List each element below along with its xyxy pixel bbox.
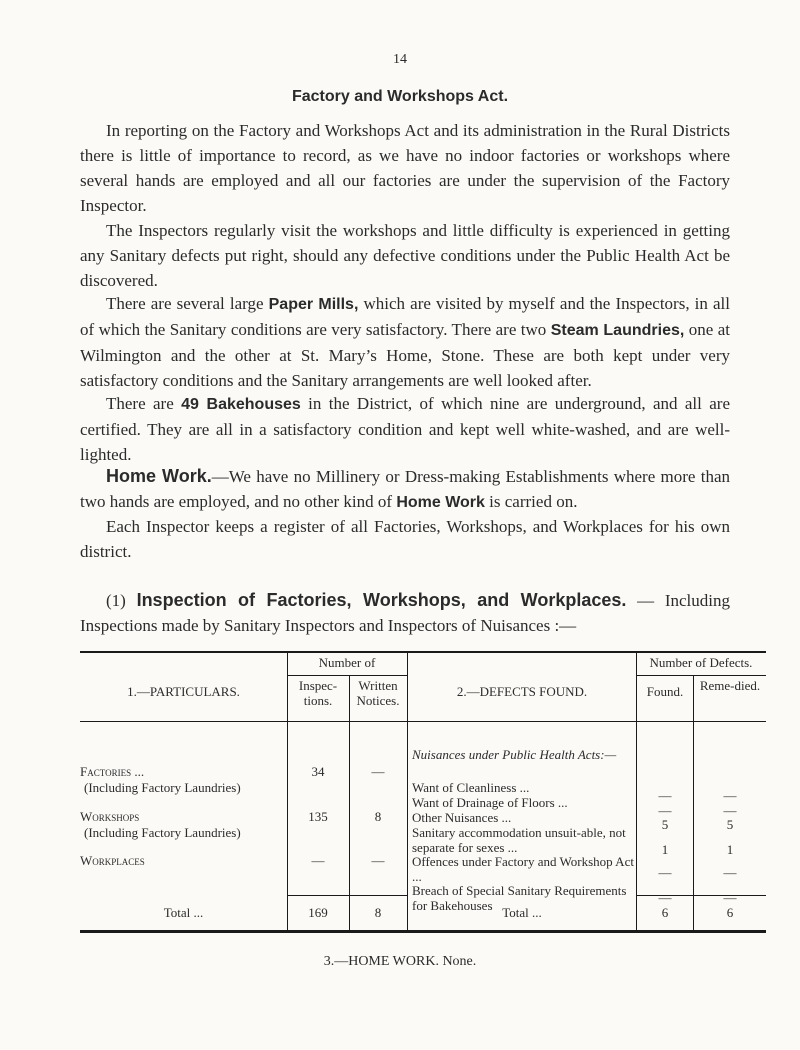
particulars-workshops: Workshops <box>80 809 140 824</box>
total-defects-label: Total ... <box>502 905 542 920</box>
found-drainage: — <box>658 803 672 818</box>
remedied-bakehouses: — <box>723 890 737 905</box>
defect-offences-factory-act: Offences under Factory and Workshop Act ... <box>412 854 634 884</box>
page-heading: Factory and Workshops Act. <box>291 88 509 105</box>
defect-breach-bakehouses: Breach of Special Sanitary Requirements for Bakehouses <box>412 883 627 913</box>
header-particulars: 1.—PARTICULARS. <box>127 684 240 699</box>
total-found: 6 <box>661 905 669 920</box>
particulars-workshops-sub: (Including Factory Laundries) <box>84 825 241 840</box>
workplaces-notices: — <box>371 853 385 868</box>
defect-sanitary-accommodation: Sanitary accommodation unsuit-able, not separate for sexes ... <box>412 825 626 855</box>
workshops-inspections: 135 <box>308 809 328 824</box>
paragraph-6: Each Inspector keeps a register of all Factories, Workshops, and Workplaces for his own district. <box>80 517 730 561</box>
paragraph-1: In reporting on the Factory and Workshops Act and its administration in the Rural Districts there is little of importance to record, as we have no indoor factories or workshops where several hands are employed and all our factories are under the supervision of the Factory Inspector. <box>80 121 730 215</box>
found-sanitary: 1 <box>661 842 669 857</box>
home-work-note: 3.—HOME WORK. None. <box>323 954 477 969</box>
found-offences: — <box>658 865 672 880</box>
workplaces-inspections: — <box>311 853 325 868</box>
header-remedied: Reme-died. <box>699 678 761 693</box>
found-other-nuisances: 5 <box>661 817 669 832</box>
remedied-offences: — <box>723 865 737 880</box>
particulars-factories-sub: (Including Factory Laundries) <box>84 780 241 795</box>
remedied-drainage: — <box>723 803 737 818</box>
header-number-of: Number of <box>318 655 376 670</box>
page-number: 14 <box>393 52 407 67</box>
defect-other-nuisances: Other Nuisances ... <box>412 810 512 825</box>
factories-notices: — <box>371 764 385 779</box>
header-written-notices: Written Notices. <box>356 678 400 708</box>
particulars-workplaces: Workplaces <box>80 853 145 868</box>
remedied-cleanliness: — <box>723 788 737 803</box>
defect-cleanliness: Want of Cleanliness ... <box>412 780 530 795</box>
paragraph-3: There are several large Paper Mills, which are visited by myself and the Inspectors, in all of which the Sanitary conditions are very satisfactory. There are two Steam Laundries, one at Wilmington and the other at St. Mary’s Home, Stone. These are both kept under very satisfactory conditions and the Sanitary arrangements are well looked after. <box>80 294 731 390</box>
factories-inspections: 34 <box>311 764 325 779</box>
found-cleanliness: — <box>658 788 672 803</box>
defect-drainage: Want of Drainage of Floors ... <box>412 795 568 810</box>
header-found: Found. <box>646 684 684 699</box>
total-remedied: 6 <box>726 905 734 920</box>
header-defects-found: 2.—DEFECTS FOUND. <box>456 684 588 699</box>
header-number-of-defects: Number of Defects. <box>649 655 753 670</box>
found-bakehouses: — <box>658 890 672 905</box>
workshops-notices: 8 <box>374 809 382 824</box>
remedied-other-nuisances: 5 <box>726 817 734 832</box>
defects-header: Nuisances under Public Health Acts:— <box>412 747 617 762</box>
remedied-sanitary: 1 <box>726 842 734 857</box>
header-inspections: Inspec-tions. <box>298 678 338 708</box>
inspection-table <box>80 651 766 933</box>
particulars-factories: Factories ... <box>80 764 145 779</box>
paragraph-2: The Inspectors regularly visit the workshops and little difficulty is experienced in getting any Sanitary defects put right, should any defective conditions under the Public Health Act be discovered. <box>80 221 730 290</box>
total-inspections: 169 <box>308 905 328 920</box>
total-notices: 8 <box>374 905 382 920</box>
total-particulars-label: Total ... <box>163 905 204 920</box>
paragraph-4: There are 49 Bakehouses in the District, of which nine are underground, and all are certified. They are all in a satisfactory condition and kept well white-washed, and are well-lighted. <box>80 394 731 464</box>
paragraph-7: (1) Inspection of Factories, Workshops, and Workplaces. — Including Inspections made by Sanitary Inspectors and Inspectors of Nuisances :— <box>80 590 731 635</box>
paragraph-5: Home Work.—We have no Millinery or Dress-making Establishments where more than two hands are employed, and no other kind of Home Work is carried on. <box>80 466 731 511</box>
